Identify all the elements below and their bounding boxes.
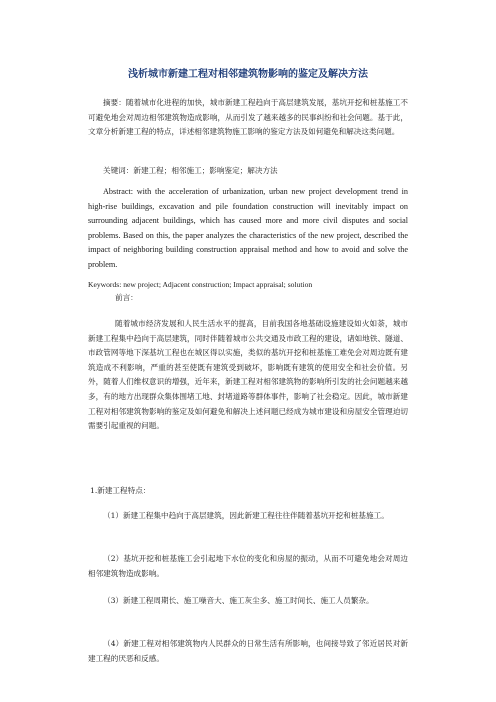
preface-paragraph: 随着城市经济发展和人民生活水平的提高，目前我国各地基础设施建设如火如荼，城市新建工程集中趋向于高层建筑，同时伴随着城市公共交通及市政工程的建设，诸如地铁、隧道、市政管网等地下深基坑工程也在城区得以实施，类似的基坑开挖和桩基施工难免会对周边既有建筑造成不利影响，严重的甚至使既有建筑受到破坏，影响既有建筑的使用安全和社会价值。另外，随着人们维权意识的增强，近年来，新建工程对相邻建筑物的影响所引发的社会问题越来越多，有的地方出现群众集体围堵工地、封堵道路等群体事件，影响了社会稳定。因此，城市新建工程对相邻建筑物影响的鉴定及如何避免和解决上述问题已经成为城市建设和房屋安全管理迫切需要引起重视的问题。 bbox=[88, 319, 408, 431]
list-item: （3）新建工程周期长、施工噪音大、施工灰尘多、施工时间长、施工人员繁杂。 bbox=[103, 596, 374, 605]
document-title: 浅析城市新建工程对相邻建筑物影响的鉴定及解决方法 bbox=[128, 69, 368, 80]
list-item: （1）新建工程集中趋向于高层建筑，因此新建工程往往伴随着基坑开挖和桩基施工。 bbox=[103, 511, 389, 520]
abstract-cn: 摘要：随着城市化进程的加快，城市新建工程趋向于高层建筑发展，基坑开挖和桩基施工不可避免地会对周边相邻建筑物造成影响，从而引发了越来越多的民事纠纷和社会问题。基于此，文章分析新建工程的特点，详述相邻建筑物施工影响的鉴定方法及如何避免和解决这类问题。 bbox=[88, 98, 408, 136]
list-item: （2）基坑开挖和桩基施工会引起地下水位的变化和房屋的振动，从而不可避免地会对周边相邻建筑物造成影响。 bbox=[88, 554, 408, 578]
section-heading: 1.新建工程特点： bbox=[90, 486, 151, 495]
preface-label: 前言： bbox=[115, 293, 138, 302]
list-item: （4）新建工程对相邻建筑物内人民群众的日常生活有所影响，也间接导致了邻近居民对新建工程的厌恶和反感。 bbox=[88, 639, 408, 663]
abstract-en: Abstract: with the acceleration of urbanization, urban new project development trend in high-rise buildings, excavation and pile foundation construction will inevitably impact on surrounding adjacent buildings, which has caused more and more civil disputes and social problems. Based on this, the paper analyzes the characteristics of the new project, described the impact of neighboring building construction appraisal method and how to avoid and solve the problem. bbox=[88, 187, 408, 269]
keywords-en: Keywords: new project; Adjacent construction; Impact appraisal; solution bbox=[88, 280, 313, 289]
keywords-cn: 关键词：新建工程；相邻施工；影响鉴定；解决方法 bbox=[103, 166, 278, 175]
